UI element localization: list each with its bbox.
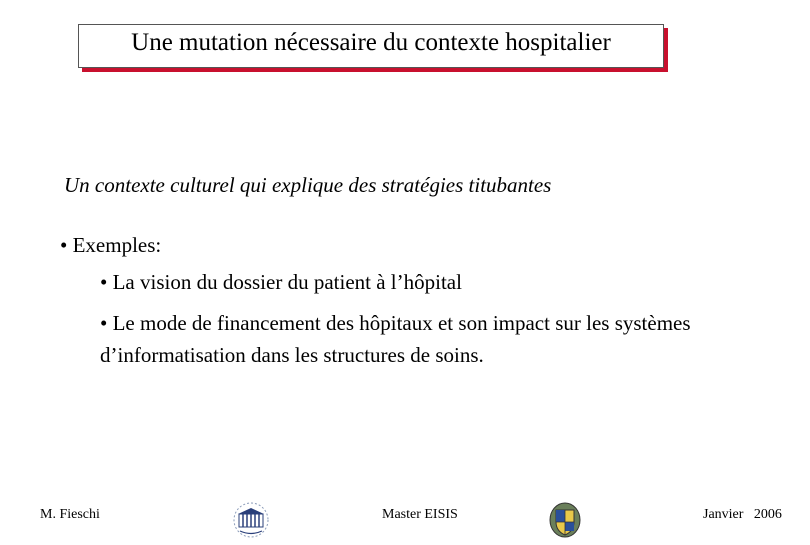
university-emblem-icon xyxy=(230,500,272,540)
bullet-dossier-patient: • La vision du dossier du patient à l’hôpital xyxy=(100,270,462,294)
footer-date: Janvier 2006 xyxy=(703,507,782,522)
footer-course: Master EISIS xyxy=(382,507,458,522)
slide-title: Une mutation nécessaire du contexte hospitalier xyxy=(131,29,611,56)
bullet-examples: • Exemples: xyxy=(60,233,162,257)
slide-title-box xyxy=(78,24,664,68)
crest-shield-icon xyxy=(547,500,583,540)
bullet-financement: • Le mode de financement des hôpitaux et son impact sur les systèmes d’informatisation dans les structures de soins. xyxy=(100,311,691,367)
slide-subtitle: Un contexte culturel qui explique des stratégies titubantes xyxy=(64,173,552,197)
footer-author: M. Fieschi xyxy=(40,507,100,522)
